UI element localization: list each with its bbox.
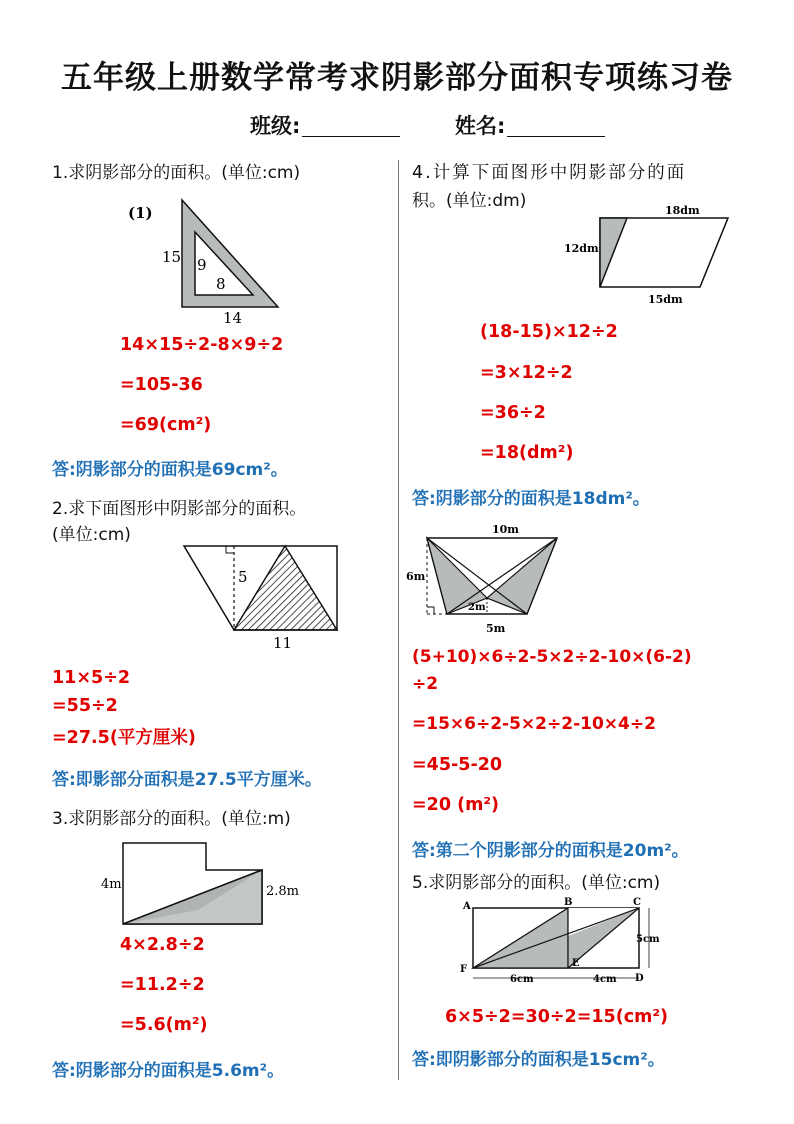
problem-3-answer: 答:阴影部分的面积是5.6m²。 <box>52 1061 285 1081</box>
problem-trapezoid-step-4: =20 (m²) <box>412 795 500 815</box>
problem-1-figure <box>120 192 290 327</box>
problem-4-label-15dm: 15dm <box>648 293 683 306</box>
problem-trapezoid-answer: 答:第二个阴影部分的面积是20m²。 <box>412 841 689 861</box>
problem-3-figure <box>98 838 303 930</box>
name-label: 姓名: <box>455 114 506 138</box>
class-blank <box>302 114 400 137</box>
name-blank <box>507 114 605 137</box>
problem-trapezoid-figure <box>400 522 570 640</box>
problem-3-step-3: =5.6(m²) <box>120 1015 208 1035</box>
problem-4-answer: 答:阴影部分的面积是18dm²。 <box>412 489 650 509</box>
problem-2-label-11: 11 <box>273 634 293 652</box>
problem-2-answer: 答:即影部分面积是27.5平方厘米。 <box>52 770 322 790</box>
problem-2-figure <box>180 542 345 652</box>
column-divider <box>398 160 399 1080</box>
problem-4-step-4: =18(dm²) <box>480 443 574 463</box>
problem-3-step-1: 4×2.8÷2 <box>120 935 205 955</box>
problem-3-step-2: =11.2÷2 <box>120 975 205 995</box>
problem-4-step-3: =36÷2 <box>480 403 546 423</box>
problem-4-question-line2: 积。(单位:dm) <box>412 191 527 211</box>
problem-2-question-line1: 2.求下面图形中阴影部分的面积。 <box>52 499 307 519</box>
problem-2-step-2: =55÷2 <box>52 696 118 716</box>
problem-trapezoid-label-6m: 6m <box>406 570 426 583</box>
problem-4-label-12dm: 12dm <box>564 242 599 255</box>
problem-1-label-9: 9 <box>197 256 207 274</box>
problem-2-label-5: 5 <box>238 568 248 586</box>
problem-trapezoid-label-10m: 10m <box>492 523 519 536</box>
problem-4-step-2: =3×12÷2 <box>480 363 573 383</box>
problem-trapezoid-label-5m: 5m <box>486 622 506 635</box>
class-label: 班级: <box>250 114 301 138</box>
problem-5-question: 5.求阴影部分的面积。(单位:cm) <box>412 873 661 893</box>
problem-1-tag: (1) <box>128 204 153 222</box>
student-info <box>250 110 605 140</box>
problem-5-step-1: 6×5÷2=30÷2=15(cm²) <box>445 1007 668 1027</box>
problem-1-label-14: 14 <box>223 309 243 327</box>
problem-5-answer: 答:即阴影部分的面积是15cm²。 <box>412 1050 665 1070</box>
problem-1-question: 1.求阴影部分的面积。(单位:cm) <box>52 163 301 183</box>
problem-3-label-2.8m: 2.8m <box>266 884 300 899</box>
problem-1-step-1: 14×15÷2-8×9÷2 <box>120 335 284 355</box>
problem-4-figure <box>560 202 740 308</box>
problem-3-question: 3.求阴影部分的面积。(单位:m) <box>52 809 291 829</box>
problem-5-label-F: F <box>460 964 468 975</box>
problem-trapezoid-step-3: =45-5-20 <box>412 755 503 775</box>
problem-4-label-18dm: 18dm <box>665 204 700 217</box>
problem-5-label-C: C <box>633 897 641 908</box>
problem-4-question-line1: 4.计算下面图形中阴影部分的面 <box>412 163 687 183</box>
problem-1-answer: 答:阴影部分的面积是69cm²。 <box>52 460 288 480</box>
problem-1-step-2: =105-36 <box>120 375 203 395</box>
problem-5-label-E: E <box>572 958 580 969</box>
problem-trapezoid-step-2: =15×6÷2-5×2÷2-10×4÷2 <box>412 714 656 734</box>
problem-2-step-1: 11×5÷2 <box>52 668 131 688</box>
problem-trapezoid-step-1a: (5+10)×6÷2-5×2÷2-10×(6-2) <box>412 647 692 667</box>
problem-4-step-1: (18-15)×12÷2 <box>480 322 618 342</box>
problem-1-step-3: =69(cm²) <box>120 415 212 435</box>
page-title: 五年级上册数学常考求阴影部分面积专项练习卷 <box>61 60 733 96</box>
problem-5-label-6cm: 6cm <box>510 974 534 985</box>
problem-1-label-8: 8 <box>216 275 226 293</box>
problem-trapezoid-label-2m: 2m <box>468 602 486 613</box>
problem-5-label-B: B <box>564 897 573 908</box>
problem-trapezoid-step-1b: ÷2 <box>412 674 439 694</box>
problem-5-label-D: D <box>635 973 644 984</box>
problem-2-question-line2: (单位:cm) <box>52 525 131 545</box>
problem-1-label-15: 15 <box>162 248 182 266</box>
problem-5-figure <box>455 896 665 988</box>
problem-3-label-4m: 4m <box>101 877 122 892</box>
problem-2-step-3: =27.5(平方厘米) <box>52 728 196 748</box>
problem-5-label-A: A <box>463 901 471 912</box>
problem-5-label-5cm: 5cm <box>636 934 660 945</box>
problem-5-label-4cm: 4cm <box>593 974 617 985</box>
